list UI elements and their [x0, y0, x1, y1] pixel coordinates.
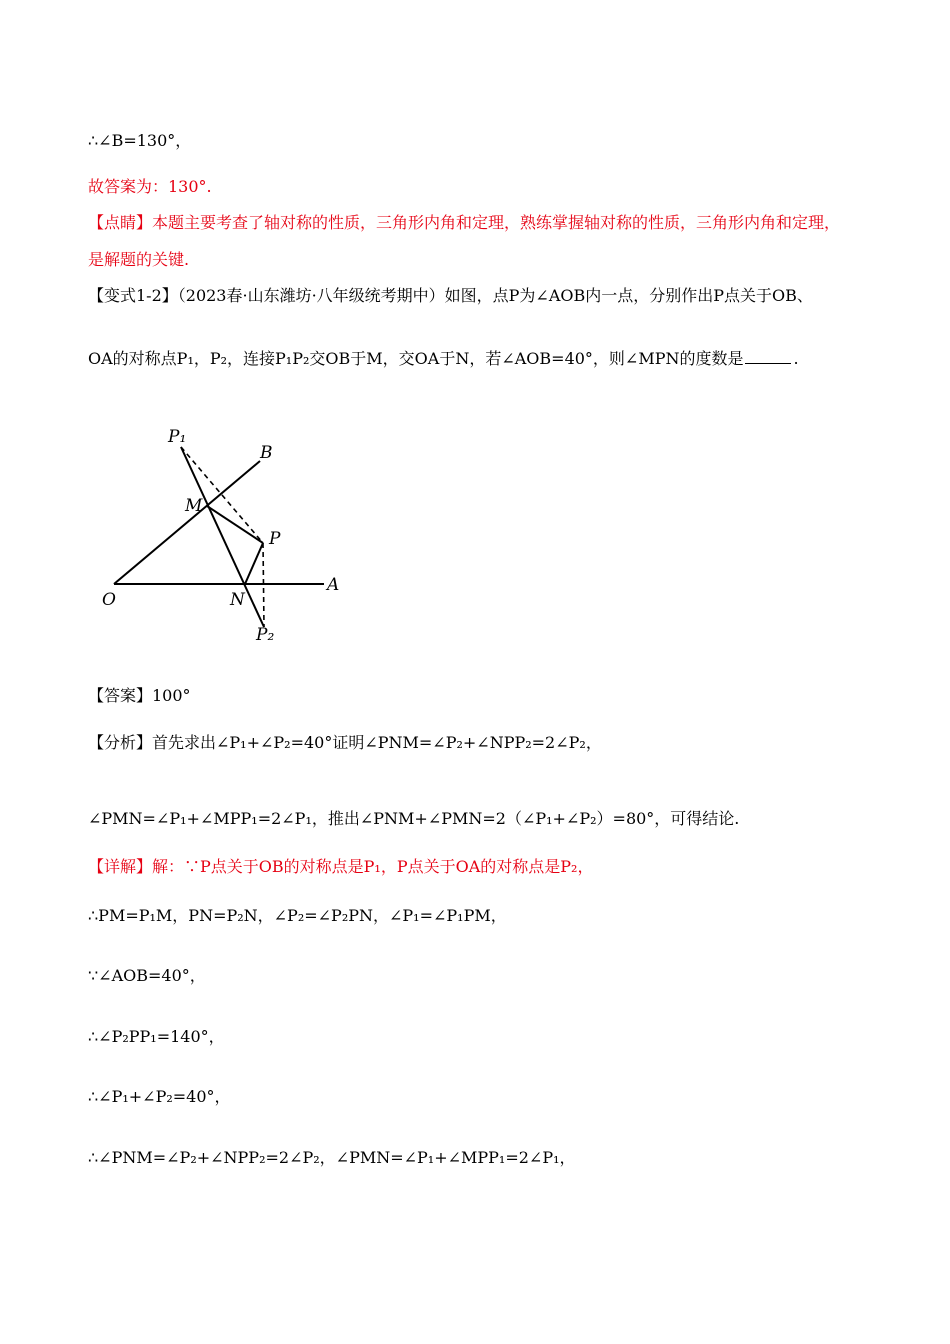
label-m: M	[185, 496, 203, 516]
line-angle-b: ∴∠B=130°，	[88, 131, 192, 150]
segment-p1-p2	[181, 447, 264, 627]
label-a: A	[327, 575, 340, 595]
label-p2: P₂	[256, 625, 275, 645]
problem-statement-1: 【变式1-2】（2023春·山东潍坊·八年级统考期中）如图，点P为∠AOB内一点，分别作出P点关于OB、	[88, 286, 813, 305]
analysis-line-2: ∠PMN=∠P₁+∠MPP₁=2∠P₁，推出∠PNM+∠PMN=2（∠P₁+∠P₂）=80°，可得结论.	[88, 809, 740, 828]
solution-line-3: ∵∠AOB=40°，	[88, 966, 206, 985]
label-n: N	[230, 590, 245, 610]
solution-line-4: ∴∠P₂PP₁=140°，	[88, 1027, 225, 1046]
segment-pm	[207, 506, 263, 543]
label-o: O	[102, 590, 116, 610]
line-comment-1: 【点睛】本题主要考查了轴对称的性质，三角形内角和定理，熟练掌握轴对称的性质，三角形内角和定理，	[88, 213, 841, 232]
solution-line-1: 【详解】解：∵P点关于OB的对称点是P₁，P点关于OA的对称点是P₂，	[88, 857, 594, 876]
geometry-figure	[90, 420, 360, 650]
label-p1: P₁	[168, 427, 187, 447]
answer-blank	[745, 349, 791, 364]
ray-ob	[114, 461, 260, 584]
label-b: B	[260, 443, 273, 463]
problem-statement-2: OA的对称点P₁，P₂，连接P₁P₂交OB于M，交OA于N，若∠AOB=40°，则∠MPN的度数是 .	[88, 349, 799, 368]
line-answer-prev: 故答案为：130°.	[88, 177, 212, 196]
dashed-p-p1	[181, 447, 263, 543]
solution-line-6: ∴∠PNM=∠P₂+∠NPP₂=2∠P₂，∠PMN=∠P₁+∠MPP₁=2∠P₁，	[88, 1148, 576, 1167]
segment-pn	[245, 543, 263, 584]
solution-line-2: ∴PM=P₁M，PN=P₂N，∠P₂=∠P₂PN，∠P₁=∠P₁PM，	[88, 906, 507, 925]
answer-line: 【答案】100°	[88, 686, 191, 705]
label-p: P	[269, 529, 281, 549]
analysis-line-1: 【分析】首先求出∠P₁+∠P₂=40°证明∠PNM=∠P₂+∠NPP₂=2∠P₂，	[88, 733, 602, 752]
solution-line-5: ∴∠P₁+∠P₂=40°，	[88, 1087, 231, 1106]
line-comment-2: 是解题的关键.	[88, 250, 190, 269]
